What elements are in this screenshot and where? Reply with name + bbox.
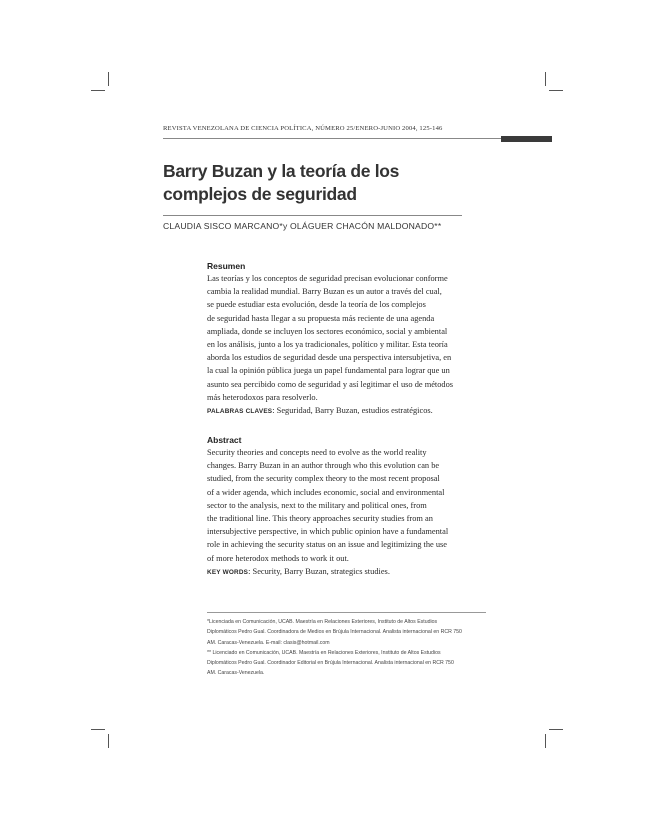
footnote-line: *Licenciada en Comunicación, UCAB. Maestría en Relaciones Exteriores, Instituto de Altos Estudios [207,619,438,625]
resumen-keywords [207,404,497,418]
header-rule [163,138,551,139]
resumen-line: de seguridad hasta llegar a su propuesta más reciente de una agenda [207,313,435,323]
header-bar [501,136,552,142]
abstract-heading: Abstract [207,435,242,445]
resumen-section [207,261,497,418]
title-line: Barry Buzan y la teoría de los [163,161,400,181]
authors-rule [163,215,462,216]
footnote-line: ** Licenciado en Comunicación, UCAB. Maestría en Relaciones Exteriores, Instituto de Altos Estudios [207,649,441,656]
article-title [163,160,463,206]
keywords-text: : Security, Barry Buzan, strategics studies. [248,566,390,576]
title-line: complejos de seguridad [163,184,357,204]
crop-mark [549,90,563,91]
abstract-line: of more heterodox methods to work it out. [207,553,349,563]
resumen-line: aborda los estudios de seguridad desde una perspectiva intersubjetiva, en [207,353,452,363]
resumen-line: Las teorías y los conceptos de seguridad precisan evolucionar conforme [207,274,448,283]
resumen-line: la cual la opinión pública juega un papel fundamental para lograr que un [207,366,450,376]
resumen-line: se puede estudiar esta evolución, desde la teoría de los complejos [207,300,426,310]
footnote-line: Diplomáticos Pedro Gual. Coordinador Editorial en Brújula Internacional. Analista internacional en RCR 750 [207,660,454,667]
crop-mark [549,729,563,730]
resumen-line: asunto sea percibido como de seguridad y así legitimar el uso de métodos [207,379,454,389]
crop-mark [108,734,109,748]
abstract-line: Security theories and concepts need to evolve as the world reality [207,448,427,457]
abstract-line: the traditional line. This theory approaches security studies from an [207,514,433,524]
footnote-line: AM. Caracas-Venezuela. [207,670,265,677]
crop-mark [91,729,105,730]
abstract-line: studied, from the security complex theory to the most recent proposal [207,474,440,484]
authors: CLAUDIA SISCO MARCANO*y OLÁGUER CHACÓN MALDONADO** [163,221,442,231]
keywords-label: PALABRAS CLAVES [207,408,273,416]
abstract-section [207,435,497,579]
footnote-line: Diplomáticos Pedro Gual. Coordinadora de Medios en Brújula Internacional. Analista internacional en RCR 750 [207,629,462,636]
keywords-label: KEY WORDS [207,568,249,576]
resumen-line: en los análisis, junto a los ya tradicionales, político y militar. Esta teoría [207,340,448,350]
footnote-line: AM. Caracas-Venezuela. E-mail: clasis@hotmail.com [207,639,330,646]
crop-mark [91,90,105,91]
abstract-line: of a wider agenda, which includes economic, social and environmental [207,487,445,497]
footnotes [207,617,492,679]
resumen-line: ampliada, donde se incluyen los sectores económico, social y ambiental [207,326,448,336]
keywords-text: : Seguridad, Barry Buzan, estudios estratégicos. [272,406,433,416]
resumen-line: cambia la realidad mundial. Barry Buzan es un autor a través del cual, [207,287,442,297]
abstract-line: role in achieving the security status on an issue and legitimizing the use [207,540,448,550]
resumen-line: más heterodoxos para resolverlo. [207,392,318,402]
crop-mark [108,72,109,86]
abstract-keywords [207,565,497,579]
abstract-line: intersubjective perspective, in which public opinion have a fundamental [207,527,449,537]
crop-mark [545,734,546,748]
abstract-line: sector to the analysis, next to the military and political ones, from [207,500,427,510]
resumen-heading: Resumen [207,261,246,271]
abstract-line: changes. Barry Buzan in an author through who this evolution can be [207,461,440,471]
running-head: REVISTA VENEZOLANA DE CIENCIA POLÍTICA, NÚMERO 25/ENERO-JUNIO 2004, 125-146 [163,125,443,132]
footnote-rule [207,612,486,613]
crop-mark [545,72,546,86]
